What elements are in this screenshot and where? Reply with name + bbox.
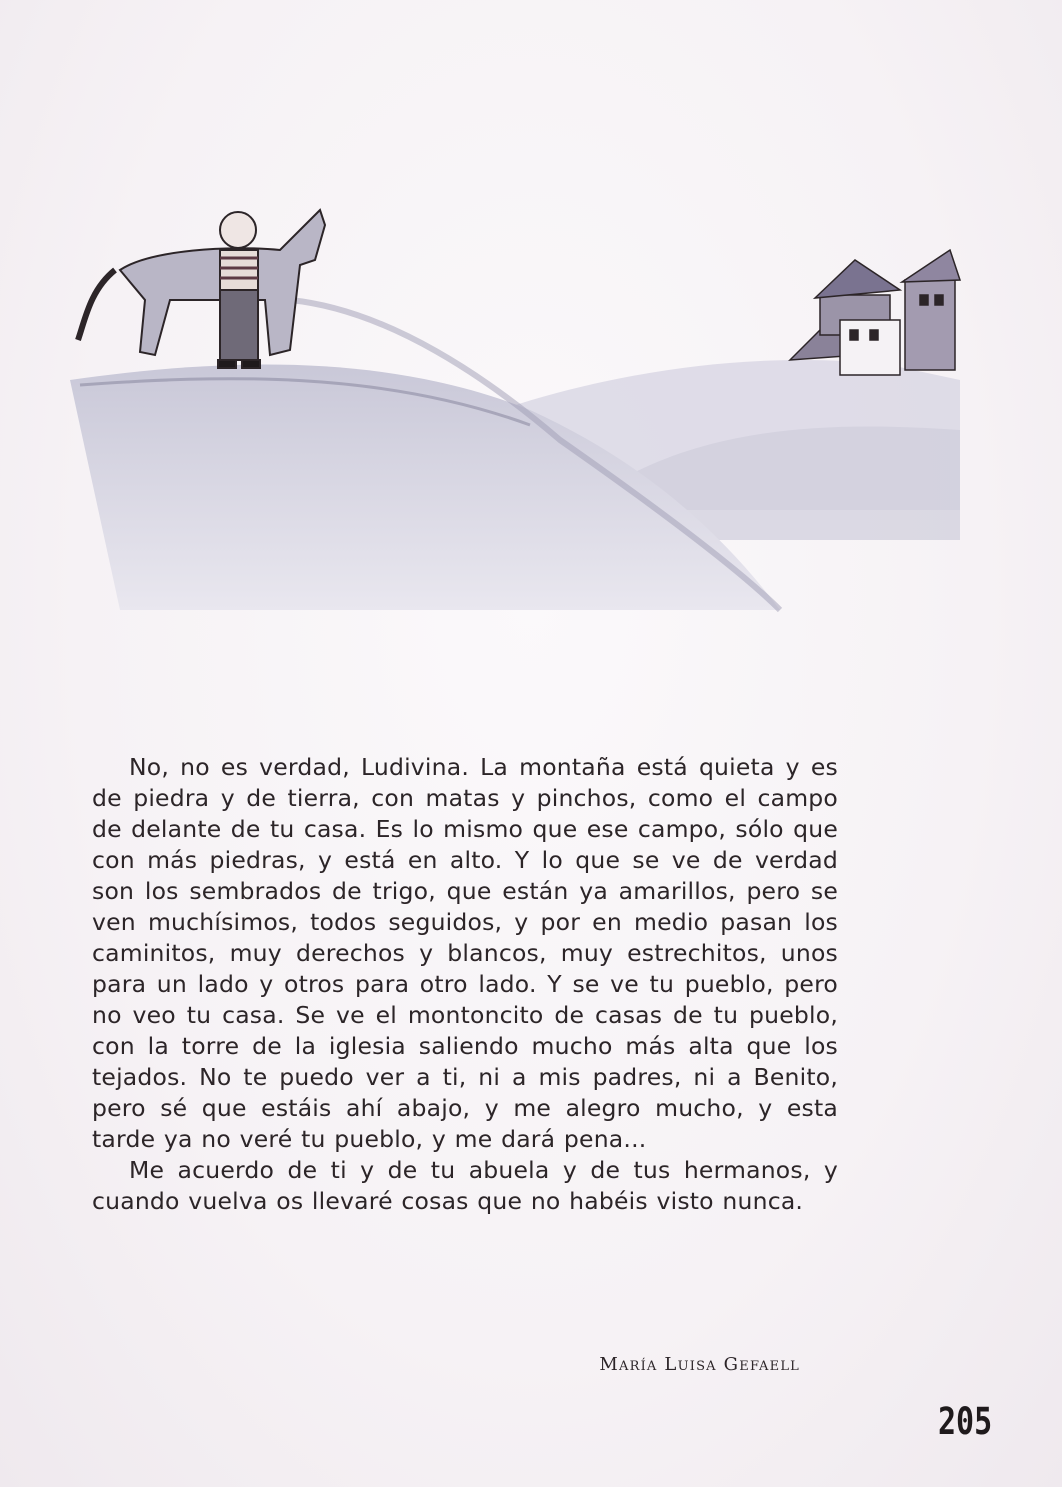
story-text — [92, 752, 838, 1217]
illustration — [60, 180, 1020, 650]
story-paragraph-1: No, no es verdad, Ludivina. La montaña está quieta y es de piedra y de tierra, con matas y pinchos, como el campo de delante de tu casa. Es lo mismo que ese campo, sólo que con más piedras, y está en alto. Y lo que se ve de verdad son los sembrados de trigo, que están ya amarillos, pero se ven muchísimos, todos seguidos, y por en medio pasan los caminitos, muy derechos y blancos, muy estrechitos, unos para un lado y otros para otro lado. Y se ve tu pueblo, pero no veo tu casa. Se ve el montoncito de casas de tu pueblo, con la torre de la iglesia saliendo mucho más alta que los tejados. No te puedo ver a ti, ni a mis padres, ni a Benito, pero sé que estáis ahí abajo, y me alegro mucho, y esta tarde ya no veré tu pueblo, y me dará pena... — [92, 753, 838, 1153]
girl-icon — [218, 212, 260, 368]
story-paragraph-2: Me acuerdo de ti y de tu abuela y de tus hermanos, y cuando vuelva os llevaré cosas que no habéis visto nunca. — [92, 1156, 838, 1215]
horse-icon — [78, 210, 325, 355]
village-icon — [790, 250, 960, 375]
page-number: 205 — [938, 1400, 993, 1444]
author-name: María Luisa Gefaell — [599, 1354, 800, 1375]
